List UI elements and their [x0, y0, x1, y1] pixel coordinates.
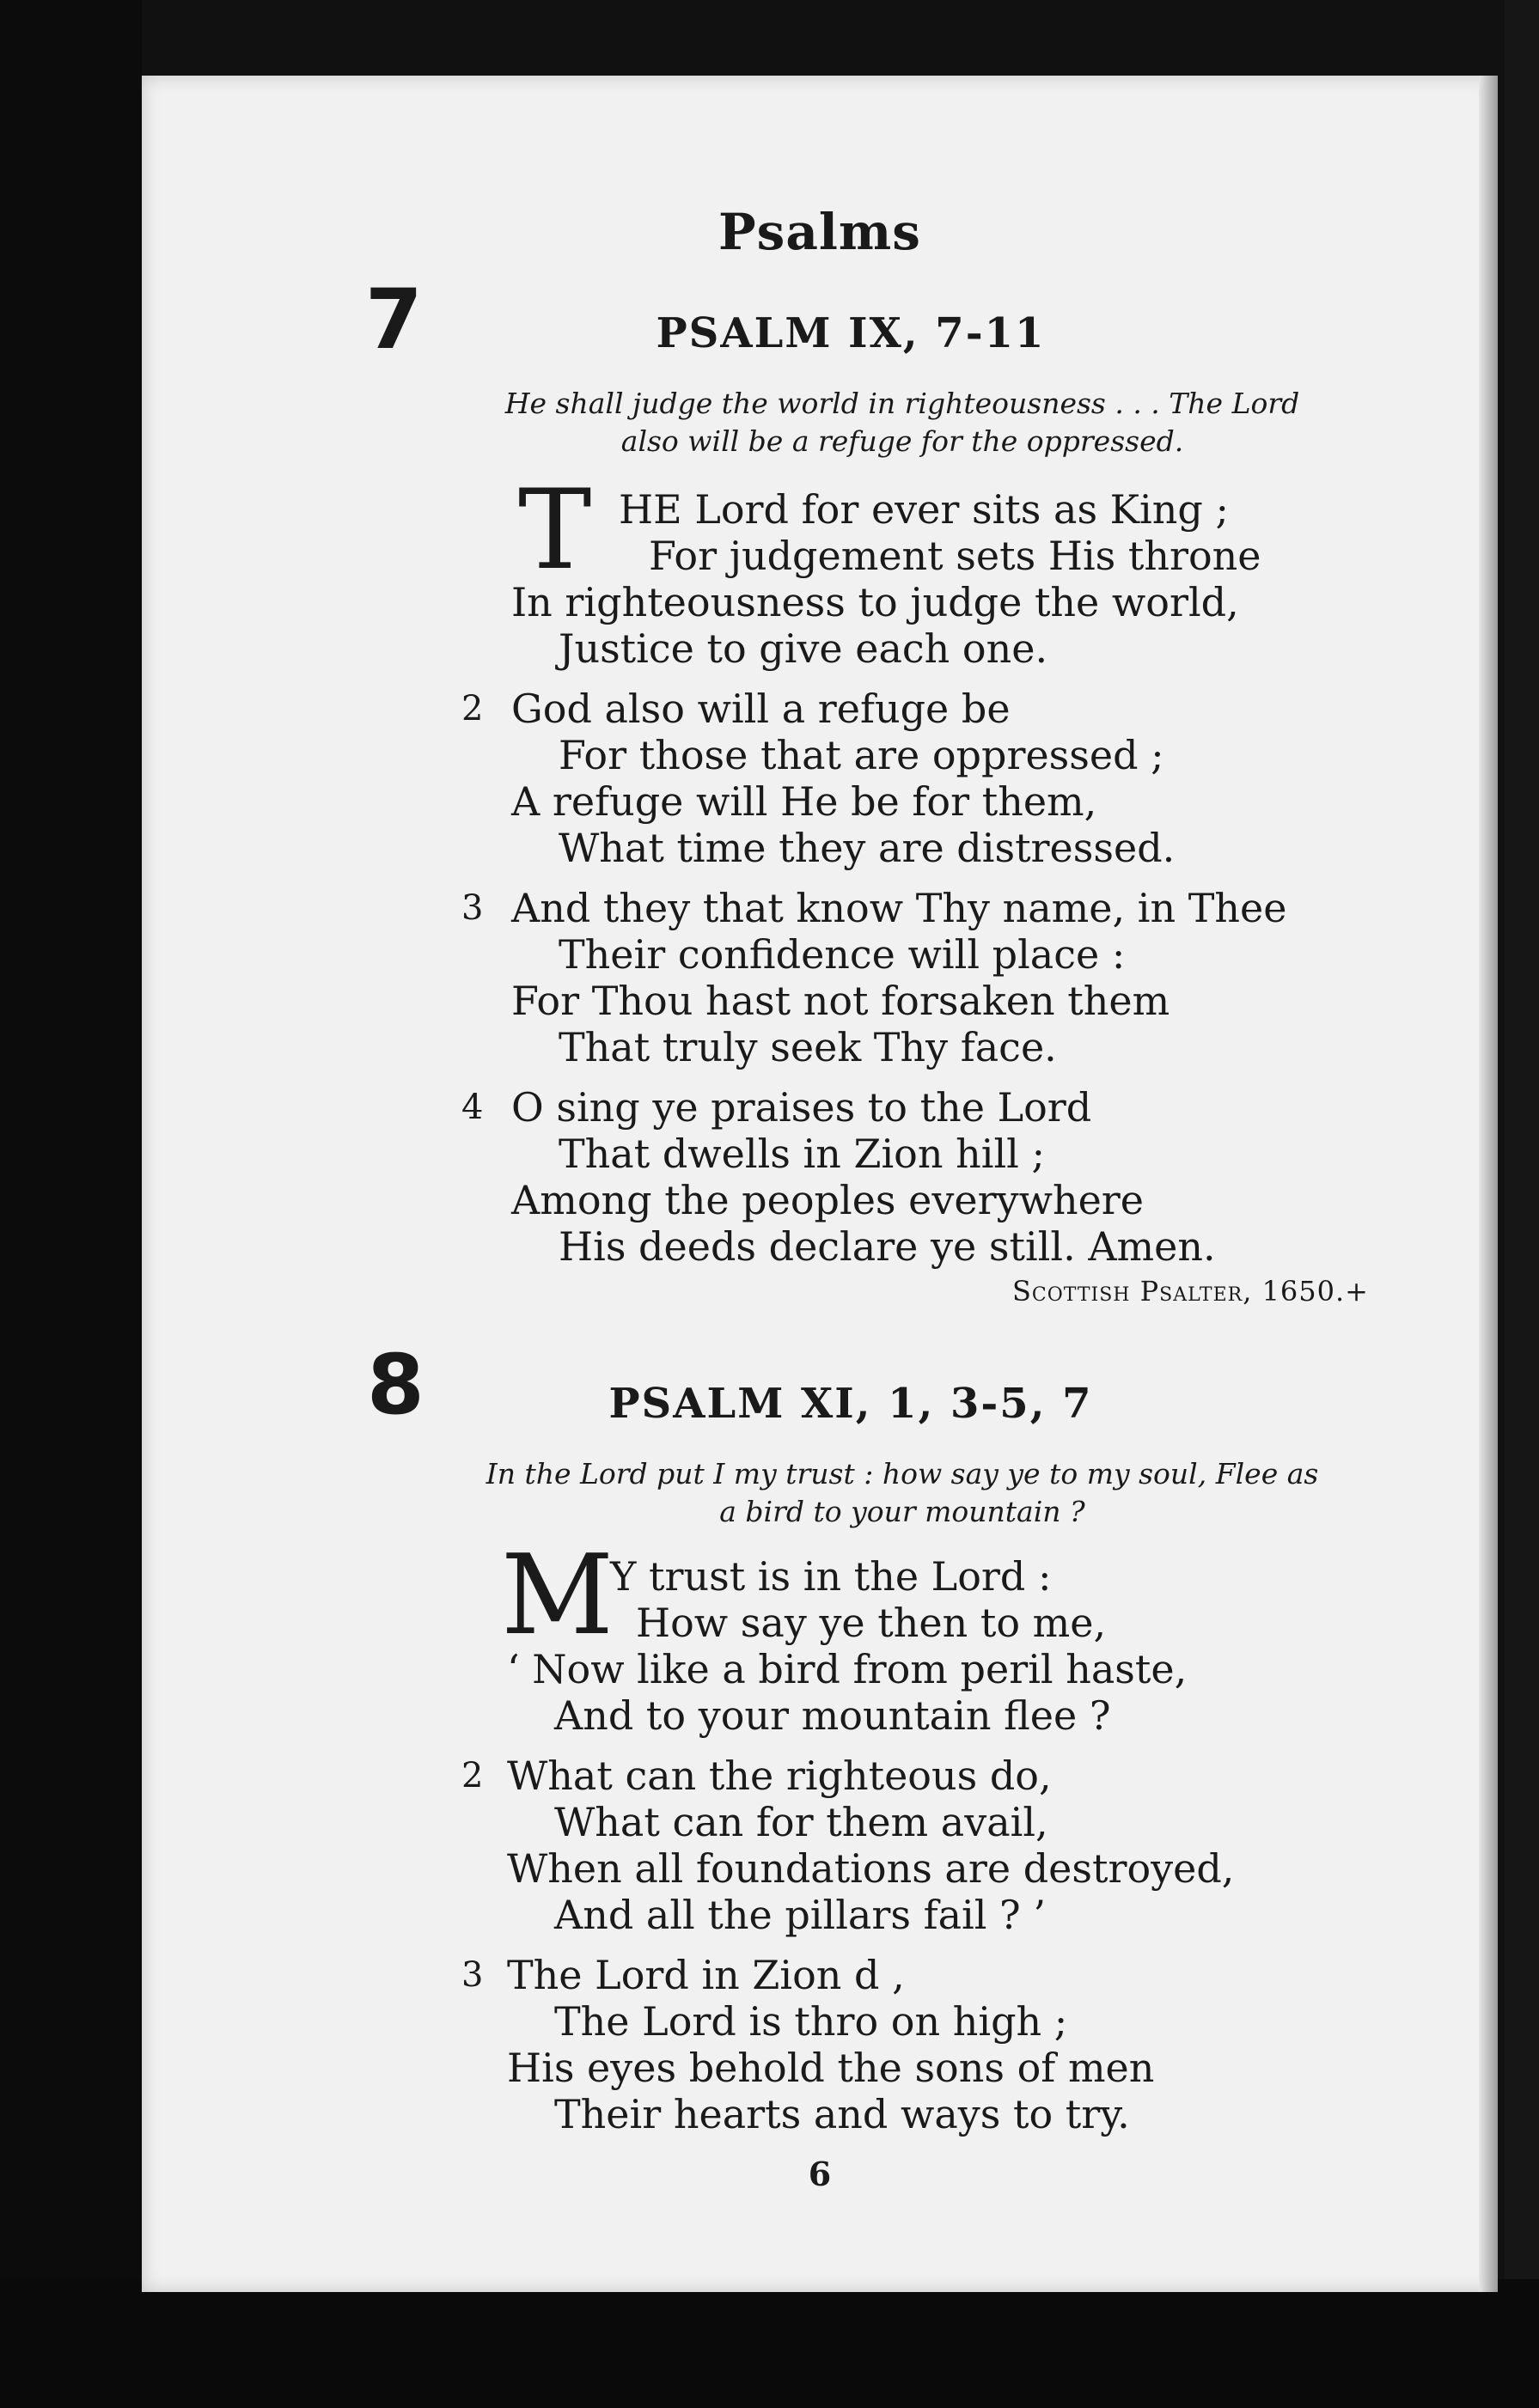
attribution: Scottish Psalter, 1650.+	[1011, 1275, 1369, 1308]
verse-line: How say ye then to me,	[636, 1600, 1107, 1646]
verse-line: Their confidence will place :	[559, 931, 1126, 978]
verse-line: That truly seek Thy face.	[559, 1024, 1057, 1070]
verse-line: And to your mountain flee ?	[554, 1692, 1111, 1739]
verse-line: Among the peoples everywhere	[511, 1177, 1144, 1223]
verse-line: His eyes behold the sons of men	[507, 2045, 1155, 2091]
verse-number: 2	[461, 689, 484, 728]
epigraph	[417, 385, 1388, 460]
verse-line: That dwells in Zion hill ;	[559, 1131, 1045, 1177]
scan-margin-right	[1505, 0, 1539, 2408]
verse-line: What time they are distressed.	[559, 825, 1176, 871]
verse-line: God also will a refuge be	[511, 686, 1011, 732]
verse-line: And they that know Thy name, in Thee	[511, 885, 1287, 931]
verse-number: 3	[461, 1955, 484, 1995]
epigraph	[417, 1455, 1388, 1531]
verse-line: And all the pillars fail ? ’	[554, 1892, 1046, 1938]
verse-number: 3	[461, 888, 484, 928]
running-head: Psalms	[718, 203, 921, 261]
verse-line: Their hearts and ways to try.	[554, 2091, 1130, 2137]
verse-line: His deeds declare ye still. Amen.	[559, 1223, 1216, 1270]
verse-line: What can for them avail,	[554, 1799, 1048, 1845]
verse-number: 4	[461, 1088, 484, 1127]
verse-line: ‘ Now like a bird from peril haste,	[507, 1646, 1188, 1692]
psalm-title: PSALM IX, 7-11	[656, 309, 1046, 357]
psalm-title: PSALM XI, 1, 3-5, 7	[608, 1380, 1093, 1428]
verse-line: When all foundations are destroyed,	[507, 1845, 1235, 1892]
verse-line: For Thou hast not forsaken them	[511, 978, 1170, 1024]
scan-margin-left	[0, 0, 142, 2408]
verse-line: The Lord in Zion d ,	[507, 1952, 905, 1998]
verse-line: HE Lord for ever sits as King ;	[619, 486, 1229, 533]
verse-line: O sing ye praises to the Lord	[511, 1084, 1092, 1131]
hymn-number: 8	[367, 1337, 424, 1433]
epigraph-line: a bird to your mountain ?	[719, 1495, 1085, 1528]
scan-margin-bottom	[0, 2279, 1539, 2408]
verse-line: A refuge will He be for them,	[511, 778, 1097, 825]
epigraph-line: also will be a refuge for the oppressed.	[620, 424, 1184, 458]
verse-number: 2	[461, 1756, 484, 1795]
verse-line: Y trust is in the Lord :	[610, 1553, 1052, 1600]
page-number: 6	[808, 2155, 832, 2193]
verse-line: For judgement sets His throne	[649, 533, 1261, 579]
epigraph-line: He shall judge the world in righteousness . . . The Lord	[504, 387, 1300, 420]
hymnal-page	[142, 76, 1498, 2292]
verse-line: What can the righteous do,	[507, 1753, 1052, 1799]
drop-cap: T	[518, 466, 592, 594]
page-edge	[1479, 76, 1498, 2292]
drop-cap: M	[501, 1532, 614, 1660]
epigraph-line: In the Lord put I my trust : how say ye to my soul, Flee as	[486, 1457, 1319, 1491]
hymn-number: 7	[365, 271, 423, 368]
verse-line: For those that are oppressed ;	[559, 732, 1164, 778]
verse-line: Justice to give each one.	[559, 625, 1048, 672]
verse-line: In righteousness to judge the world,	[511, 579, 1239, 625]
verse-line: The Lord is thro on high ;	[554, 1998, 1068, 2045]
